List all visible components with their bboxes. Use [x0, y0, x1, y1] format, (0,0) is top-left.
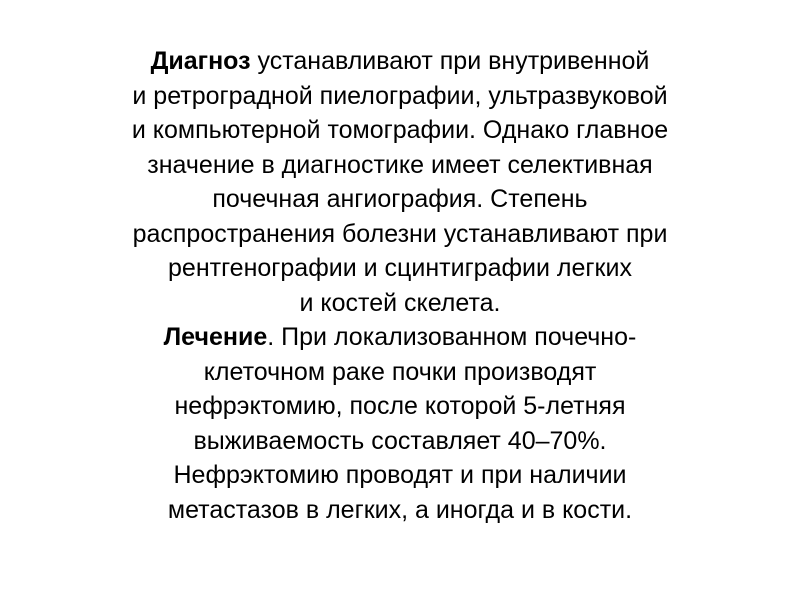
treatment-line-3: нефрэктомию, после которой 5-летняя: [174, 392, 626, 420]
diagnosis-line-7: рентгенографии и сцинтиграфии легких: [168, 254, 632, 282]
diagnosis-line-1: [40, 44, 760, 79]
treatment-line-1-text: . При локализованном почечно-: [267, 323, 637, 351]
slide-text: [40, 44, 760, 527]
treatment-line-4: выживаемость составляет 40–70%.: [193, 426, 607, 455]
diagnosis-line-3: и компьютерной томографии. Однако главное: [131, 116, 669, 144]
diagnosis-line-1-text: устанавливают при внутривенной: [250, 47, 650, 75]
treatment-line-1: [40, 320, 760, 355]
diagnosis-term: Диагноз: [150, 47, 251, 75]
treatment-line-2: клеточном раке почки производят: [203, 357, 597, 386]
treatment-line-5: Нефрэктомию проводят и при наличии: [173, 461, 627, 489]
diagnosis-line-6: распространения болезни устанавливают при: [132, 219, 668, 248]
treatment-term: Лечение: [163, 323, 268, 351]
diagnosis-line-4: значение в диагностике имеет селективная: [147, 150, 653, 179]
treatment-line-6: метастазов в легких, а иногда и в кости.: [167, 495, 633, 524]
diagnosis-line-5: почечная ангиография. Степень: [212, 185, 588, 213]
diagnosis-line-2: и ретроградной пиелографии, ультразвуковой: [132, 81, 668, 110]
diagnosis-line-8: и костей скелета.: [299, 288, 501, 317]
